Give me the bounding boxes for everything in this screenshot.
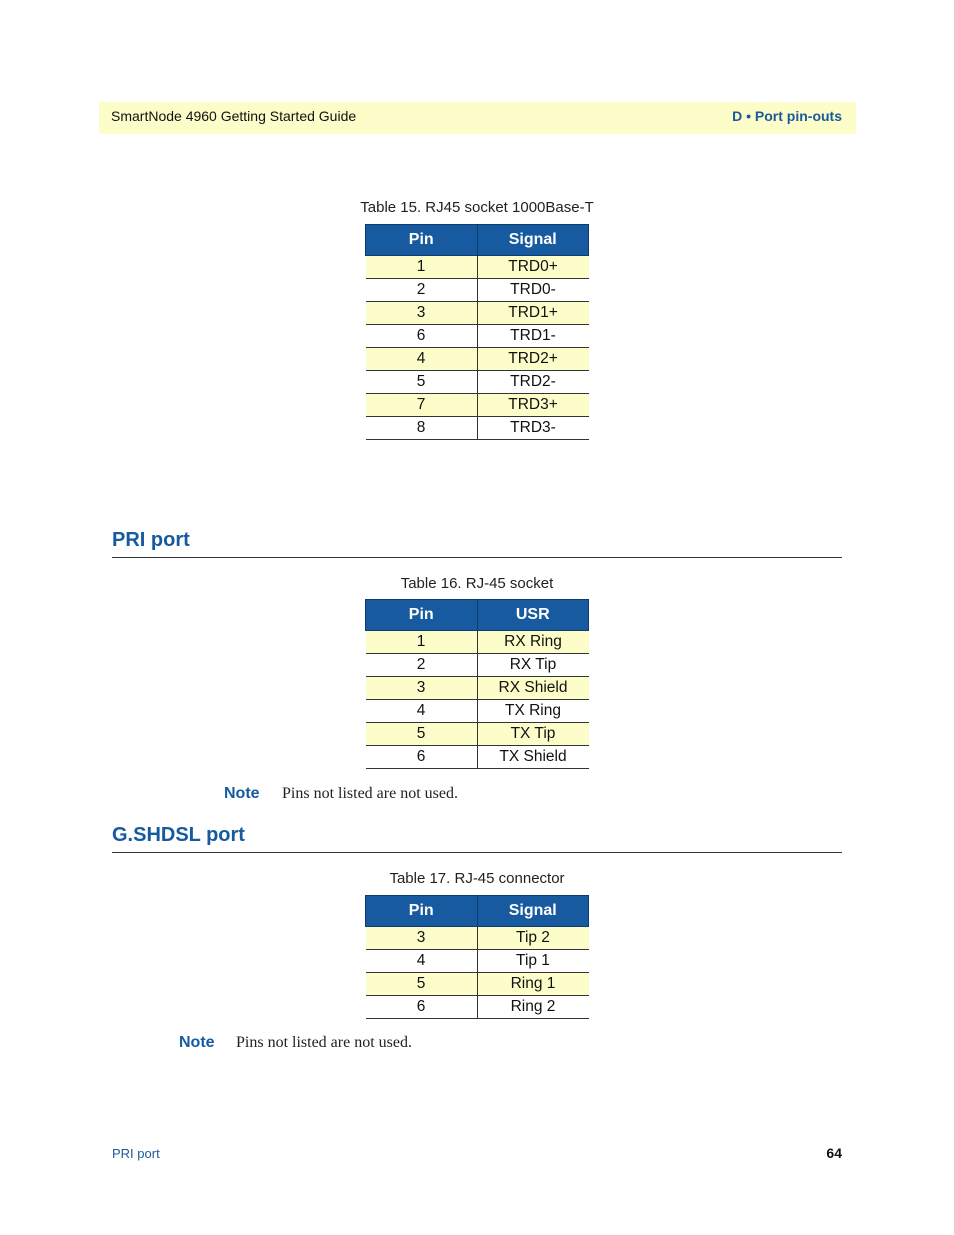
signal-cell: Tip 1 [477, 950, 589, 973]
table-17 [365, 895, 589, 1019]
gshdsl-port-heading: G.SHDSL port [112, 824, 245, 846]
signal-cell: TRD2+ [477, 348, 589, 371]
table-row [366, 723, 589, 746]
pin-cell: 6 [366, 325, 478, 348]
signal-cell: TRD0+ [477, 256, 589, 279]
table-row [366, 325, 589, 348]
footer-section-name: PRI port [112, 1146, 160, 1161]
column-header-usr: USR [477, 600, 589, 631]
table-row [366, 996, 589, 1019]
pin-cell: 3 [366, 677, 478, 700]
table-15-caption: Table 15. RJ45 socket 1000Base-T [360, 199, 594, 216]
signal-cell: TX Shield [477, 746, 589, 769]
pin-cell: 5 [366, 371, 478, 394]
table-row [366, 746, 589, 769]
pri-port-rule [112, 557, 842, 558]
pri-port-heading: PRI port [112, 529, 190, 551]
pin-cell: 1 [366, 631, 478, 654]
signal-cell: TX Tip [477, 723, 589, 746]
signal-cell: TRD0- [477, 279, 589, 302]
pri-note-label: Note [224, 785, 260, 802]
table-row [366, 950, 589, 973]
signal-cell: Tip 2 [477, 927, 589, 950]
signal-cell: TRD1+ [477, 302, 589, 325]
pin-cell: 3 [366, 302, 478, 325]
signal-cell: RX Ring [477, 631, 589, 654]
column-header-signal: Signal [477, 225, 589, 256]
column-header-pin: Pin [366, 600, 478, 631]
pin-cell: 3 [366, 927, 478, 950]
column-header-pin: Pin [366, 225, 478, 256]
table-row [366, 394, 589, 417]
table-15 [365, 224, 589, 440]
table-row [366, 279, 589, 302]
table-row [366, 700, 589, 723]
gshdsl-port-rule [112, 852, 842, 853]
signal-cell: TRD2- [477, 371, 589, 394]
signal-cell: TX Ring [477, 700, 589, 723]
table-row [366, 654, 589, 677]
pin-cell: 5 [366, 973, 478, 996]
pin-cell: 2 [366, 654, 478, 677]
table-row [366, 256, 589, 279]
header-chapter-title: D • Port pin-outs [732, 108, 842, 124]
table-row [366, 371, 589, 394]
table-row [366, 417, 589, 440]
pin-cell: 7 [366, 394, 478, 417]
table-row [366, 302, 589, 325]
signal-cell: TRD3- [477, 417, 589, 440]
pin-cell: 4 [366, 950, 478, 973]
column-header-pin: Pin [366, 896, 478, 927]
pin-cell: 5 [366, 723, 478, 746]
table-17-caption: Table 17. RJ-45 connector [389, 870, 565, 887]
table-row [366, 927, 589, 950]
table-row [366, 677, 589, 700]
pin-cell: 2 [366, 279, 478, 302]
page-header [99, 102, 856, 134]
signal-cell: RX Tip [477, 654, 589, 677]
pin-cell: 4 [366, 348, 478, 371]
pin-cell: 6 [366, 746, 478, 769]
signal-cell: Ring 2 [477, 996, 589, 1019]
pin-cell: 4 [366, 700, 478, 723]
header-guide-title: SmartNode 4960 Getting Started Guide [111, 108, 357, 124]
table-16-caption: Table 16. RJ-45 socket [400, 575, 554, 592]
gshdsl-note-label: Note [179, 1034, 215, 1051]
table-row [366, 973, 589, 996]
pin-cell: 8 [366, 417, 478, 440]
pin-cell: 1 [366, 256, 478, 279]
table-16 [365, 599, 589, 769]
signal-cell: RX Shield [477, 677, 589, 700]
pin-cell: 6 [366, 996, 478, 1019]
pri-note-text: Pins not listed are not used. [282, 785, 458, 802]
page-number: 64 [826, 1145, 842, 1161]
signal-cell: Ring 1 [477, 973, 589, 996]
table-row [366, 631, 589, 654]
column-header-signal: Signal [477, 896, 589, 927]
table-row [366, 348, 589, 371]
signal-cell: TRD1- [477, 325, 589, 348]
gshdsl-note-text: Pins not listed are not used. [236, 1034, 412, 1051]
signal-cell: TRD3+ [477, 394, 589, 417]
